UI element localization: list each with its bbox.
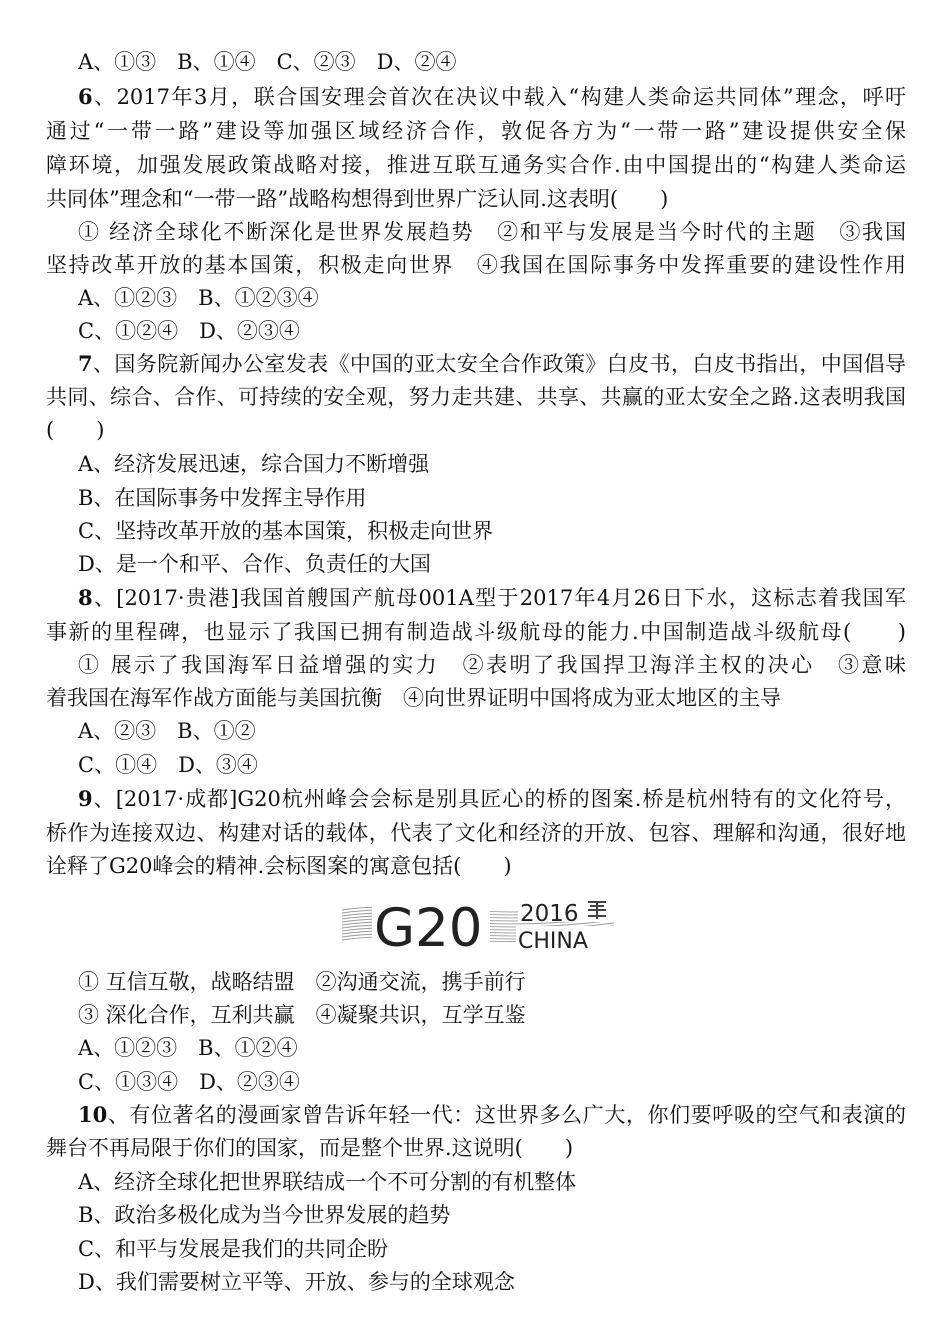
q6-statements-line-2: 坚持改革开放的基本国策，积极走向世界 ④我国在国际事务中发挥重要的建设性作用	[46, 253, 906, 277]
q10-option-b: B、政治多极化成为当今世界发展的趋势	[78, 1203, 451, 1227]
q8-stem-line-2: 事新的里程碑，也显示了我国已拥有制造战斗级航母的能力.中国制造战斗级航母( )	[46, 620, 906, 644]
g20-summit-logo	[342, 893, 614, 953]
q8-options-ab: A、②③ B、①②	[78, 719, 256, 743]
q8-statements-line-1: ① 展示了我国海军日益增强的实力 ②表明了我国捍卫海洋主权的决心 ③意味	[78, 653, 906, 677]
q6-options-cd: C、①②④ D、②③④	[78, 319, 300, 343]
q10-stem-line-1: 10、有位著名的漫画家曾告诉年轻一代：这世界多么广大，你们要呼吸的空气和表演的	[78, 1102, 906, 1127]
q6-statements-line-1: ① 经济全球化不断深化是世界发展趋势 ②和平与发展是当今时代的主题 ③我国	[78, 220, 906, 244]
q7-option-d: D、是一个和平、合作、负责任的大国	[78, 552, 431, 576]
q9-stem-line-2: 桥作为连接双边、构建对话的载体，代表了文化和经济的开放、包容、理解和沟通，很好地	[46, 821, 906, 845]
q8-options-cd: C、①④ D、③④	[78, 753, 258, 777]
q10-stem-line-2: 舞台不再局限于你们的国家，而是整个世界.这说明( )	[46, 1136, 574, 1160]
q7-stem-line-1: 7、国务院新闻办公室发表《中国的亚太安全合作政策》白皮书，白皮书指出，中国倡导	[78, 351, 906, 376]
q9-stem-line-1: 9、[2017·成都]G20杭州峰会会标是别具匠心的桥的图案.桥是杭州特有的文化符号，	[78, 786, 906, 811]
logo-g20-text: G20	[374, 898, 483, 953]
q7-option-b: B、在国际事务中发挥主导作用	[78, 486, 367, 510]
q10-option-d: D、我们需要树立平等、开放、参与的全球观念	[78, 1270, 515, 1294]
q9-statements-line-1: ① 互信互敬，战略结盟 ②沟通交流，携手前行	[78, 970, 526, 994]
q7-stem-line-3: ( )	[46, 418, 105, 442]
q5-options: A、①③ B、①④ C、②③ D、②④	[78, 50, 457, 74]
q7-option-c: C、坚持改革开放的基本国策，积极走向世界	[78, 519, 494, 543]
q7-stem-line-2: 共同、综合、合作、可持续的安全观，努力走共建、共享、共赢的亚太安全之路.这表明我国	[46, 385, 906, 409]
q8-statements-line-2: 着我国在海军作战方面能与美国抗衡 ④向世界证明中国将成为亚太地区的主导	[46, 686, 781, 710]
q7-option-a: A、经济发展迅速，综合国力不断增强	[78, 452, 430, 476]
q6-stem-line-4: 共同体”理念和“一带一路”战略构想得到世界广泛认同.这表明( )	[46, 187, 669, 211]
logo-year-text: 2016	[520, 901, 579, 927]
q9-options-cd: C、①③④ D、②③④	[78, 1070, 300, 1094]
q9-stem-line-3: 诠释了G20峰会的精神.会标图案的寓意包括( )	[46, 854, 512, 878]
q6-stem-line-3: 障环境，加强发展政策战略对接，推进互联互通务实合作.由中国提出的“构建人类命运	[46, 153, 906, 177]
q9-statements-line-2: ③ 深化合作，互利共赢 ④凝聚共识，互学互鉴	[78, 1003, 526, 1027]
q10-option-c: C、和平与发展是我们的共同企盼	[78, 1237, 389, 1261]
q6-stem-line-1: 6、2017年3月，联合国安理会首次在决议中载入“构建人类命运共同体”理念，呼吁	[78, 84, 906, 109]
q10-option-a: A、经济全球化把世界联结成一个不可分割的有机整体	[78, 1170, 577, 1194]
q6-options-ab: A、①②③ B、①②③④	[78, 286, 319, 310]
q8-stem-line-1: 8、[2017·贵港]我国首艘国产航母001A型于2017年4月26日下水，这标志着我国军	[78, 585, 906, 610]
q9-options-ab: A、①②③ B、①②④	[78, 1036, 298, 1060]
q6-stem-line-2: 通过“一带一路”建设等加强区域经济合作，敦促各方为“一带一路”建设提供安全保	[46, 119, 906, 143]
logo-country-text: CHINA	[518, 929, 588, 953]
